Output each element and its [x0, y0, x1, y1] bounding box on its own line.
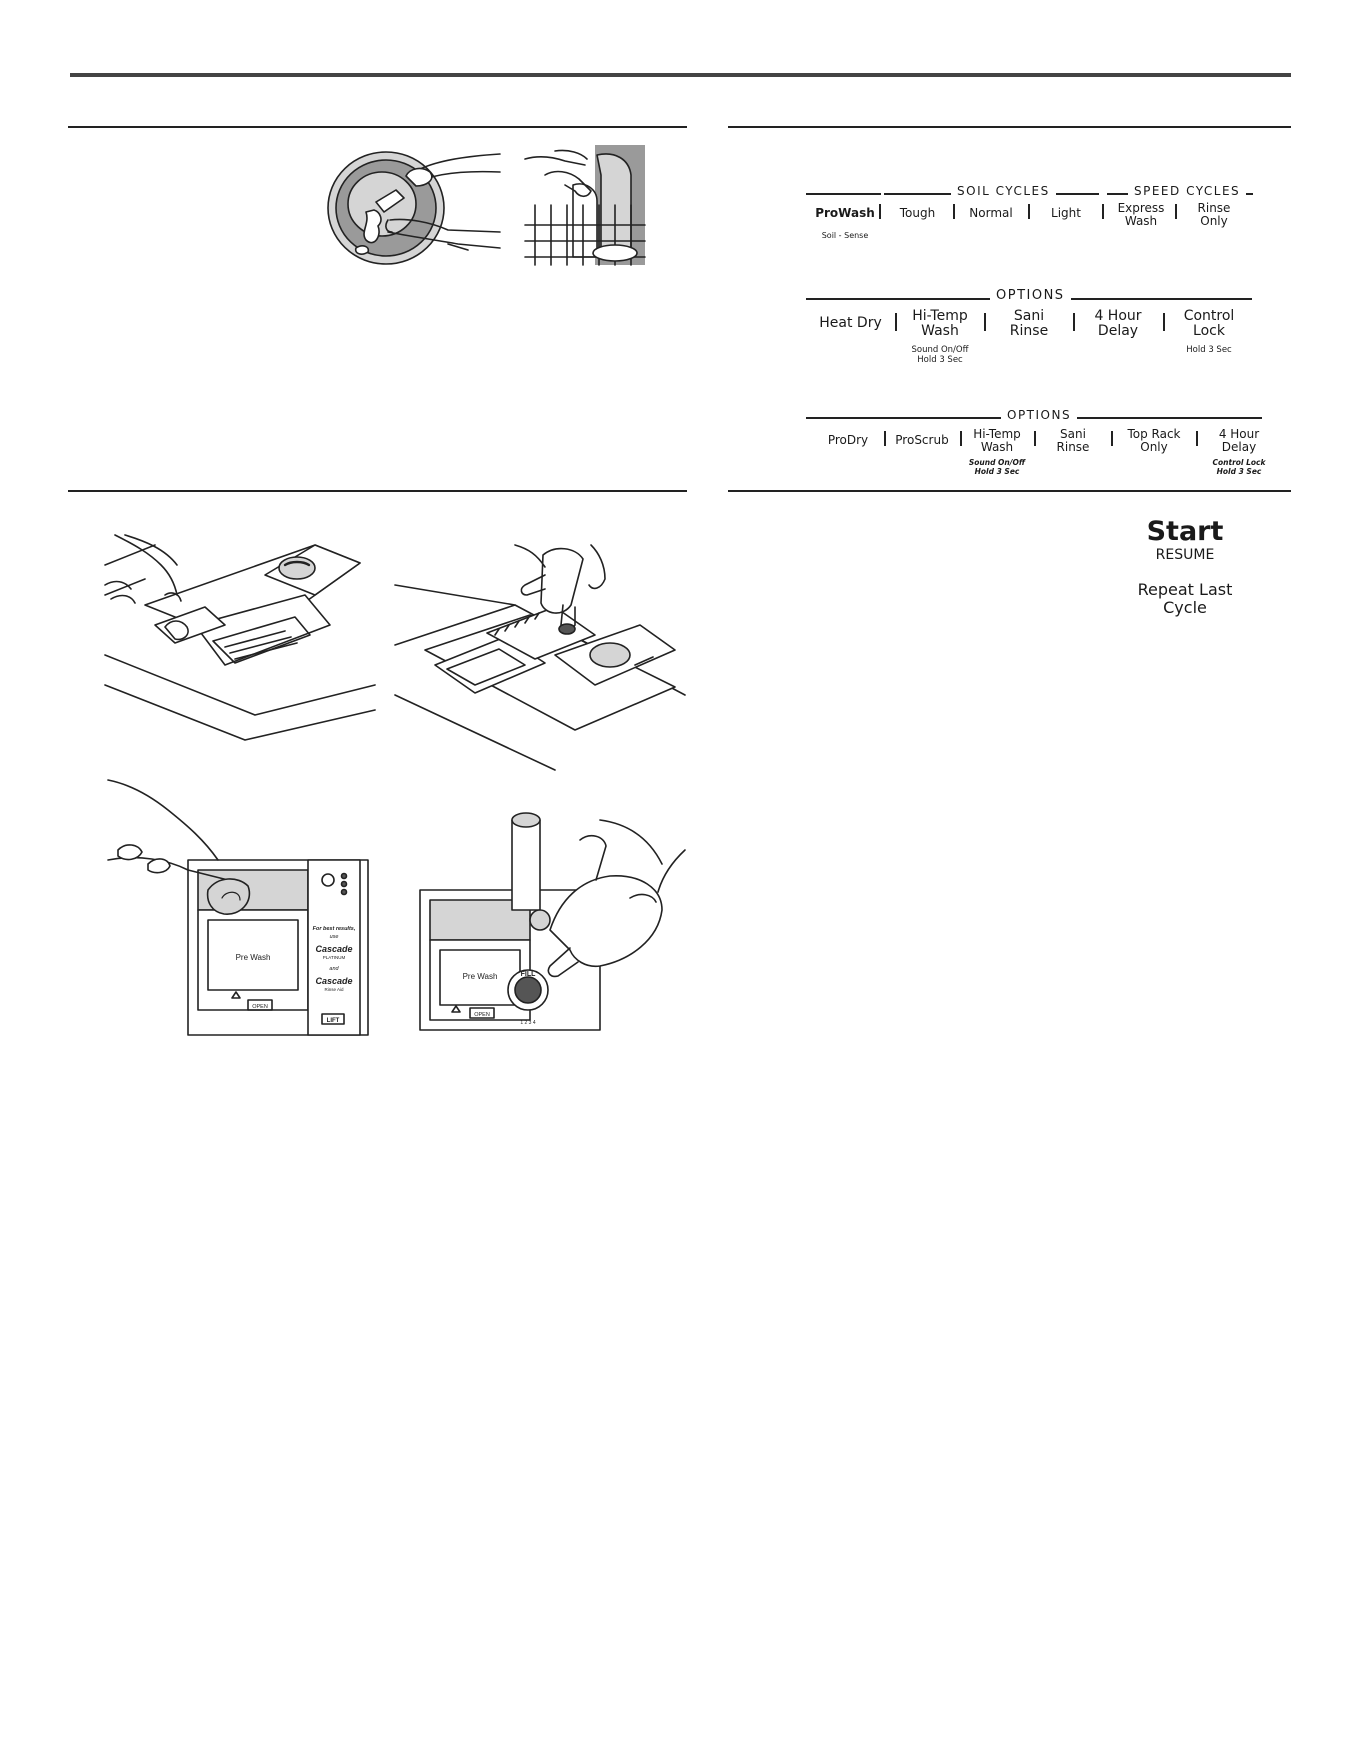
section-rule-left-mid: [68, 490, 687, 492]
brand-logo-1: Cascade: [315, 944, 353, 954]
pre-wash-label: Pre Wash: [235, 953, 271, 962]
brand-sub-1: PLATINUM: [322, 955, 346, 960]
cycle-button-prowash[interactable]: ProWash: [815, 206, 875, 220]
option-button-control-lock[interactable]: Control Lock: [1183, 308, 1235, 339]
start-title: Start: [1146, 516, 1224, 547]
rinse-aid-pour-illustration-2: [400, 780, 685, 1040]
page-top-rule: [70, 73, 1291, 77]
loading-rack-illustration: [525, 145, 645, 265]
option-button-sani-rinse-2[interactable]: Sani Rinse: [1056, 427, 1090, 454]
option-button-hi-temp-wash[interactable]: Hi-Temp Wash: [912, 308, 968, 339]
brand-logo-2: Cascade: [315, 976, 353, 986]
cycle-button-express-wash[interactable]: Express Wash: [1117, 201, 1165, 228]
option-sub-sound-onoff-2: Sound On/Off Hold 3 Sec: [968, 458, 1026, 476]
cycle-button-rinse-only[interactable]: Rinse Only: [1197, 201, 1231, 228]
advice-line-2: use: [329, 934, 339, 940]
open-label: OPEN: [252, 1004, 268, 1010]
section-rule-left-top: [68, 126, 687, 128]
option-sub-control-lock: Control Lock Hold 3 Sec: [1212, 458, 1266, 476]
option-button-4-hour-delay[interactable]: 4 Hour Delay: [1094, 308, 1142, 339]
soil-cycles-header: SOIL CYCLES: [951, 184, 1056, 198]
dial-numbers: 1 2 3 4: [520, 1020, 536, 1026]
section-rule-right-mid: [728, 490, 1291, 492]
option-button-prodry[interactable]: ProDry: [827, 433, 869, 447]
cycle-button-tough[interactable]: Tough: [899, 206, 936, 220]
pre-wash-label-2: Pre Wash: [462, 972, 498, 981]
option-button-sani-rinse[interactable]: Sani Rinse: [1009, 308, 1049, 339]
start-button[interactable]: [1140, 518, 1230, 563]
repeat-last-cycle-button[interactable]: Repeat Last Cycle: [1137, 580, 1233, 617]
dispenser-tablet-illustration-1: [105, 535, 375, 740]
fill-label: FILL: [520, 971, 536, 978]
scrape-plate-illustration: [318, 140, 503, 270]
options-header-1: OPTIONS: [990, 288, 1071, 303]
cycle-button-normal[interactable]: Normal: [969, 206, 1013, 220]
speed-cycles-header: SPEED CYCLES: [1128, 184, 1246, 198]
and-label: and: [329, 966, 339, 972]
rinse-aid-pour-illustration-1: [395, 545, 685, 770]
option-sub-sound-onoff: Sound On/Off Hold 3 Sec: [911, 345, 969, 366]
section-rule-right-top: [728, 126, 1291, 128]
option-button-top-rack-only[interactable]: Top Rack Only: [1127, 427, 1181, 454]
cycle-sub-soil-sense: Soil - Sense: [821, 231, 869, 240]
option-button-proscrub[interactable]: ProScrub: [895, 433, 949, 447]
options-header-2: OPTIONS: [1001, 408, 1077, 422]
advice-line-1: For best results,: [312, 926, 356, 932]
open-label-2: OPEN: [474, 1012, 490, 1018]
dispenser-tablet-illustration-2: [108, 780, 370, 1040]
option-button-4-hour-delay-2[interactable]: 4 Hour Delay: [1218, 427, 1260, 454]
brand-sub-2: Rinse Aid: [324, 987, 344, 992]
option-button-hi-temp-wash-2[interactable]: Hi-Temp Wash: [973, 427, 1021, 454]
start-subtitle: RESUME: [1155, 547, 1215, 564]
option-button-heat-dry[interactable]: Heat Dry: [819, 315, 882, 331]
lift-label: LIFT: [326, 1018, 340, 1024]
cycle-button-light[interactable]: Light: [1051, 206, 1081, 220]
option-sub-hold-3-sec: Hold 3 Sec: [1186, 345, 1232, 355]
